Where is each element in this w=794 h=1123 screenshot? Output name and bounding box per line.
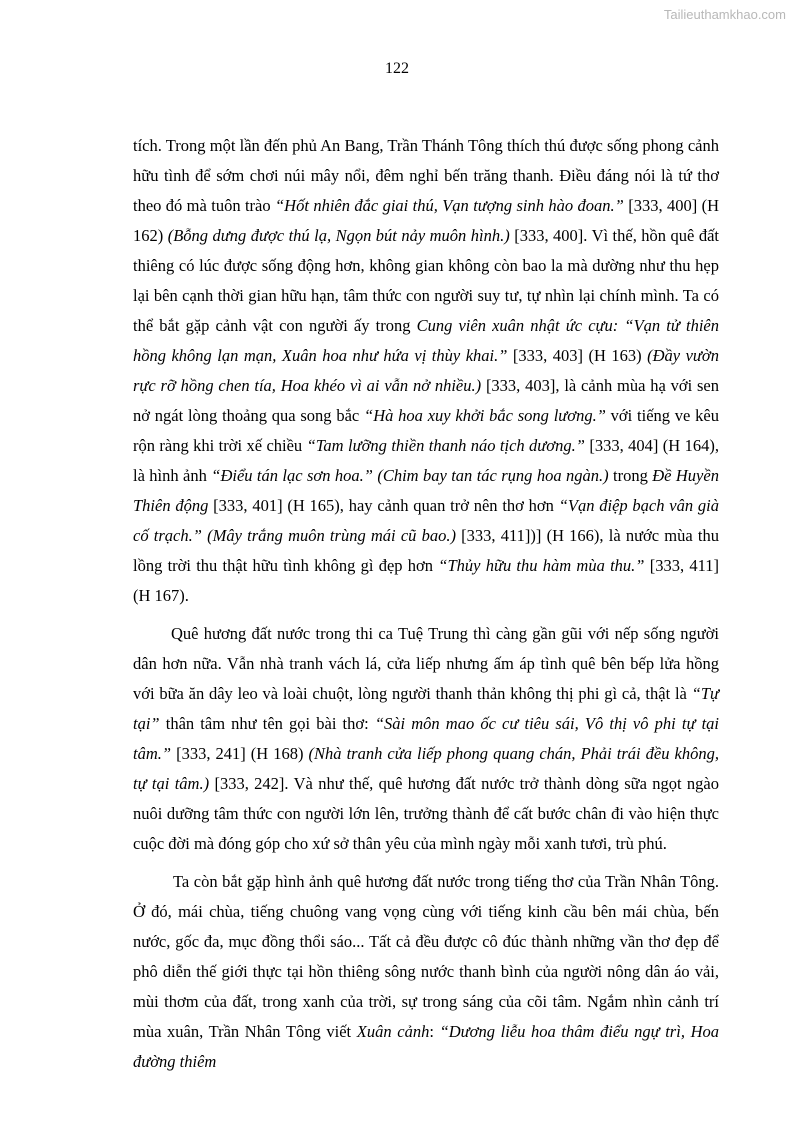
italic-quote: “Dương liễu hoa thâm điểu ngự trì, Hoa đường thiêm — [133, 1022, 720, 1071]
paragraph-1 — [133, 131, 719, 611]
italic-quote: (Bỗng dưng được thú lạ, Ngọn bút nảy muôn hình.) — [167, 226, 510, 245]
italic-quote: “Hốt nhiên đắc giai thú, Vạn tượng sinh hào đoan.” — [275, 196, 624, 215]
italic-quote: “Điểu tán lạc sơn hoa.” (Chim bay tan tác rụng hoa ngàn.) — [211, 466, 609, 485]
text-run: [333, 403], là cảnh mùa hạ với sen nở ngát lòng thoảng qua song bắc — [133, 376, 719, 425]
italic-quote: “Hà hoa xuy khởi bắc song lương.” — [364, 406, 606, 425]
italic-quote: Xuân cảnh — [356, 1022, 430, 1041]
italic-quote: “Tự tại” — [133, 684, 719, 733]
text-run: [333, 411] (H 167). — [133, 556, 719, 605]
page-number: 122 — [385, 60, 409, 77]
body-text — [133, 131, 719, 1085]
text-run: [333, 400] (H 162) — [133, 196, 720, 245]
text-run: : — [429, 1022, 440, 1041]
text-run: với tiếng ve kêu rộn ràng khi trời xế chiều — [133, 406, 719, 455]
text-run: [333, 242]. Và như thế, quê hương đất nước trở thành dòng sữa ngọt ngào nuôi dưỡng tâm thức con người lớn lên, trưởng thành để cất bước chân đi vào hiện thực cuộc đời mà đóng góp cho xứ sở thân yêu của mình ngày mỗi xanh tươi, trù phú. — [133, 774, 720, 853]
text-run: [333, 404] (H 164), là hình ảnh — [133, 436, 719, 485]
text-run: thân tâm như tên gọi bài thơ: — [159, 714, 375, 733]
text-run: [333, 411])] (H 166), là nước mùa thu lồng trời thu thật hữu tình không gì đẹp hơn — [133, 526, 719, 575]
italic-quote: (Nhà tranh cửa liếp phong quang chán, Phải trái đều không, tự tại tâm.) — [133, 744, 719, 793]
paragraph-3 — [133, 867, 719, 1077]
italic-quote: Cung viên xuân nhật ức cựu: “Vạn tử thiên hồng không lạn mạn, Xuân hoa như hứa vị thùy khai.” — [133, 316, 719, 365]
text-run: trong — [608, 466, 653, 485]
text-run: [333, 241] (H 168) — [171, 744, 309, 763]
italic-quote: “Tam lưỡng thiền thanh náo tịch dương.” — [306, 436, 585, 455]
paragraph-2 — [133, 619, 719, 859]
italic-quote: (Đầy vườn rực rỡ hồng chen tía, Hoa khéo vì ai vẫn nở nhiều.) — [133, 346, 719, 395]
italic-quote: “Thủy hữu thu hàm mùa thu.” — [438, 556, 645, 575]
text-run: [333, 403] (H 163) — [507, 346, 648, 365]
text-run: Ta còn bắt gặp hình ảnh quê hương đất nước trong tiếng thơ của Trần Nhân Tông. Ở đó, mái chùa, tiếng chuông vang vọng cùng với tiếng kinh cầu bên mái chùa, bến nước, gốc đa, mục đồng thổi sáo... Tất cả đều được cô đúc thành những vần thơ đẹp để phô diễn thế giới thực tại hồn thiêng sông nước thanh bình của người nông dân áo vải, mùi thơm của đất, trong xanh của trời, sự trong sáng của cõi tâm. Ngắm nhìn cảnh trí mùa xuân, Trần Nhân Tông viết — [133, 872, 719, 1041]
italic-quote: Đề Huyền Thiên động — [133, 466, 719, 515]
italic-quote: “Sài môn mao ốc cư tiêu sái, Vô thị vô phi tự tại tâm.” — [133, 714, 719, 763]
text-run: [333, 401] (H 165), hay cảnh quan trở nên thơ hơn — [208, 496, 559, 515]
text-run: [333, 400]. Vì thế, hồn quê đất thiêng có lúc được sống động hơn, không gian không còn bao la mà dường như thu hẹp lại bên cạnh thời gian hữu hạn, tâm thức con người suy tư, tự nhìn lại chính mình. Ta có thể bắt gặp cảnh vật con người ấy trong — [133, 226, 719, 335]
italic-quote: “Vạn điệp bạch vân già cố trạch.” (Mây trắng muôn trùng mái cũ bao.) — [133, 496, 719, 545]
text-run: Quê hương đất nước trong thi ca Tuệ Trung thì càng gần gũi với nếp sống người dân hơn nữa. Vẫn nhà tranh vách lá, cửa liếp nhưng ấm áp tình quê bên bếp lửa hồng với bữa ăn dây leo và loài chuột, lòng người thanh thản không thị phi gì cả, thật là — [133, 624, 719, 703]
text-run: tích. Trong một lần đến phủ An Bang, Trần Thánh Tông thích thú được sống phong cảnh hữu tình để sớm chơi núi mây nổi, đêm nghỉ bến trăng thanh. Điều đáng nói là tứ thơ theo đó mà tuôn trào — [133, 136, 719, 215]
watermark: Tailieuthamkhao.com — [663, 7, 786, 22]
